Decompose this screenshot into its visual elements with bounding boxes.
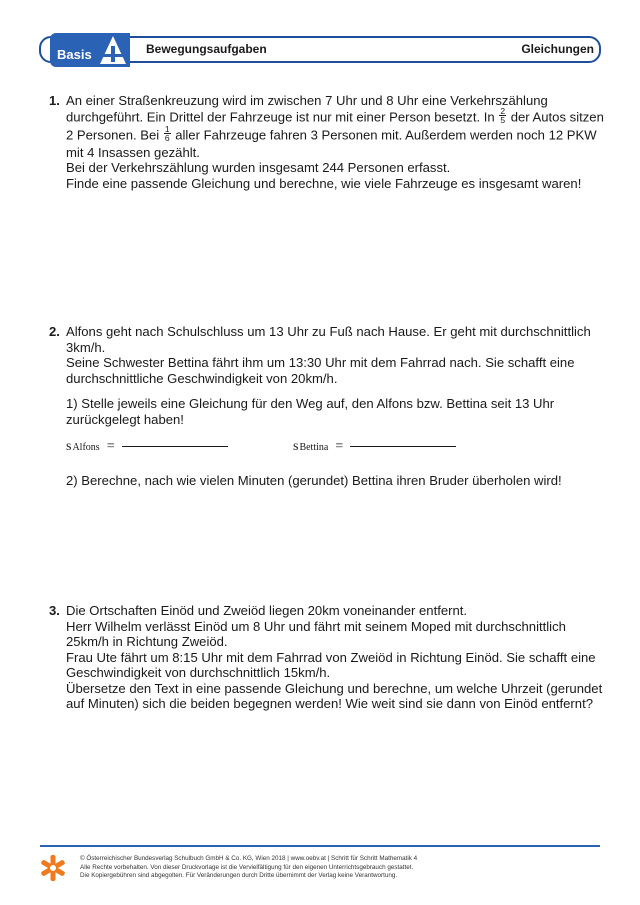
- task-text: [66, 603, 603, 712]
- fraction: [164, 125, 171, 143]
- fraction: [499, 107, 506, 125]
- text-line: Übersetze den Text in eine passende Gleichung und berechne, um welche Uhrzeit (gerundet: [66, 680, 603, 696]
- level-badge: [50, 33, 130, 67]
- text-line: 25km/h in Richtung Zweiöd.: [66, 634, 228, 649]
- worksheet-title: Bewegungsaufgaben: [146, 42, 267, 56]
- text-line: Herr Wilhelm verlässt Einöd um 8 Uhr und fährt mit seinem Moped mit durchschnittlich: [66, 618, 566, 634]
- task-text: [66, 324, 589, 489]
- footer-line: © Österreichischer Bundesverlag Schulbuch GmbH & Co. KG, Wien 2018 | www.oebv.at | Schritt für Schritt Mathematik 4: [80, 855, 418, 862]
- text-line: [66, 105, 604, 127]
- footer-line: Alle Rechte vorbehalten. Von dieser Druckvorlage ist die Vervielfältigung für den eigenen Unterrichtsgebrauch gestattet.: [80, 863, 414, 871]
- text-segment: durchgeführt. Ein Drittel der Fahrzeuge ist nur mit einer Person besetzt. In: [66, 108, 495, 124]
- text-line: Bei der Verkehrszählung wurden insgesamt 244 Personen erfasst.: [66, 160, 451, 175]
- triangle-level-icon: [98, 34, 128, 66]
- badge-label: Basis: [57, 47, 92, 62]
- text-line: Geschwindigkeit von durchschnittlich 15km/h.: [66, 665, 331, 680]
- text-line: auf Minuten) sich die beiden begegnen werden! Wie weit sind sie dann von Einöd entfernt?: [66, 696, 593, 711]
- footer-line: Die Kopiergebühren sind abgegolten. Für Veränderungen durch Dritte übernimmt der Verlag keine Verantwortung.: [80, 872, 398, 880]
- formula-subscript: Bettina: [299, 442, 329, 453]
- equals-sign: =: [106, 439, 115, 454]
- text-line: Finde eine passende Gleichung und berechne, wie viele Fahrzeuge es insgesamt waren!: [66, 175, 582, 191]
- text-line: Alfons geht nach Schulschluss um 13 Uhr zu Fuß nach Hause. Er geht mit durchschnittlich: [66, 324, 591, 339]
- copyright-notice: [80, 855, 600, 881]
- fraction-numerator: 2: [500, 105, 506, 116]
- task-number: 3.: [49, 603, 60, 618]
- text-line: Frau Ute fährt um 8:15 Uhr mit dem Fahrrad von Zweiöd in Richtung Einöd. Sie schafft eine: [66, 649, 596, 665]
- formula-alfons: [66, 439, 228, 456]
- fraction-numerator: 1: [164, 123, 170, 134]
- text-line: Die Ortschaften Einöd und Zweiöd liegen 20km voneinander entfernt.: [66, 603, 468, 618]
- text-line: durchschnittliche Geschwindigkeit von 20km/h.: [66, 370, 338, 386]
- formula-subscript: Alfons: [72, 442, 100, 453]
- footer-rule: [40, 845, 600, 847]
- publisher-star-icon: [40, 854, 66, 882]
- text-line: mit 4 Insassen gezählt.: [66, 144, 200, 160]
- formula-row: [66, 439, 589, 463]
- task-number: 1.: [49, 93, 60, 108]
- text-line: Seine Schwester Bettina fährt ihm um 13:30 Uhr mit dem Fahrrad nach. Sie schafft eine: [66, 355, 575, 370]
- subtask-1-line: 1) Stelle jeweils eine Gleichung für den Weg auf, den Alfons bzw. Bettina seit 13 Uhr: [66, 396, 555, 411]
- answer-blank[interactable]: [350, 445, 456, 447]
- equals-sign: =: [335, 439, 344, 454]
- formula-bettina: [293, 439, 456, 456]
- fraction-denominator: 6: [164, 133, 170, 143]
- task-number: 2.: [49, 324, 60, 339]
- formula-symbol: s: [66, 439, 72, 454]
- text-segment: aller Fahrzeuge fahren 3 Personen mit. Außerdem werden noch 12 PKW: [175, 126, 597, 142]
- text-segment: der Autos sitzen: [510, 108, 604, 124]
- subtask-2-line: 2) Berechne, nach wie vielen Minuten (gerundet) Bettina ihren Bruder überholen wird!: [66, 473, 562, 488]
- fraction-denominator: 5: [500, 115, 506, 125]
- text-line: [66, 123, 597, 145]
- answer-blank[interactable]: [122, 445, 228, 447]
- text-line: An einer Straßenkreuzung wird im zwischen 7 Uhr und 8 Uhr eine Verkehrszählung: [66, 93, 548, 108]
- formula-symbol: s: [293, 439, 299, 454]
- worksheet-topic: Gleichungen: [521, 42, 594, 56]
- text-line: 3km/h.: [66, 339, 106, 355]
- text-segment: 2 Personen. Bei: [66, 126, 160, 142]
- subtask-1-line: zurückgelegt haben!: [66, 411, 184, 427]
- task-text: [66, 93, 604, 191]
